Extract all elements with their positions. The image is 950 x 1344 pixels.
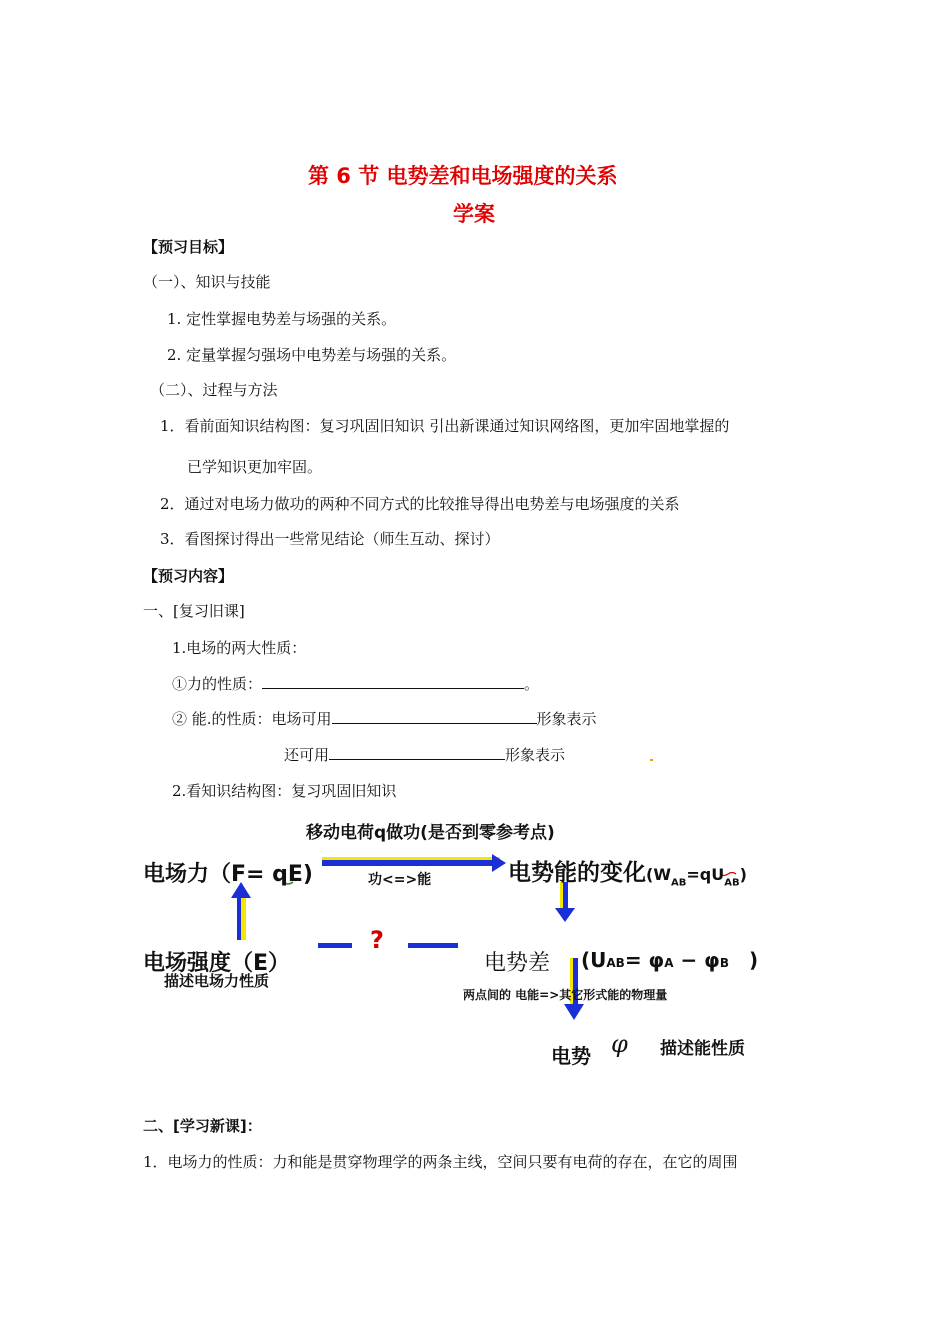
goals-item3-line2: 已学知识更加牢固。	[187, 458, 323, 476]
goals-heading: 【预习目标】	[143, 238, 234, 256]
diagram-phi: φ	[611, 1030, 628, 1058]
goals-item4: 2．通过对电场力做功的两种不同方式的比较推导得出电势差与电场强度的关系	[160, 495, 680, 513]
new-lesson-p1: 1．电场力的性质：力和能是贯穿物理学的两条主线，空间只要有电荷的存在，在它的周围	[143, 1153, 738, 1171]
diagram-pd-desc: 两点间的 电能=>其它形式能的物理量	[463, 988, 668, 1002]
diagram-top-label: 移动电荷q做功(是否到零参考点)	[306, 823, 555, 843]
diagram-potential: 电势	[551, 1044, 591, 1068]
goals-sub2: （二）、过程与方法	[150, 381, 278, 399]
question-1c: 还可用 形象表示	[284, 746, 566, 764]
new-lesson-heading: 二、[学习新课]：	[143, 1117, 262, 1135]
goals-item3-line1: 1．看前面知识结构图：复习巩固旧知识 引出新课通过知识网络图，更加牢固地掌握的	[160, 417, 730, 435]
goals-item5: 3．看图探讨得出一些常见结论（师生互动、探讨）	[160, 530, 500, 548]
diagram-pe-change: 电势能的变化$(W_{AB}=qU_{AB})$	[508, 860, 747, 889]
question-1b: ② 能.的性质：电场可用 形象表示	[172, 710, 597, 728]
diagram-field: 电场强度（E）	[143, 951, 291, 976]
diagram-potential-desc: 描述能性质	[660, 1039, 745, 1059]
question-1a: ①力的性质： 。	[172, 675, 540, 693]
arrow-field-to-force	[231, 882, 251, 940]
goals-item2: 2. 定量掌握匀强场中电势差与场强的关系。	[167, 346, 457, 364]
goals-sub1: （一）、知识与技能	[143, 273, 271, 291]
diagram-work-energy: 功<=>能	[368, 872, 432, 888]
page-title: 第 6 节 电势差和电场强度的关系	[308, 164, 618, 188]
diagram-force: 电场力（F= qE)	[143, 862, 313, 887]
diagram-potential-diff: 电势差	[484, 951, 551, 976]
page-subtitle: 学案	[453, 202, 495, 226]
goals-item1: 1. 定性掌握电势差与场强的关系。	[167, 310, 397, 328]
content-heading: 【预习内容】	[143, 567, 234, 585]
diagram-field-desc: 描述电场力性质	[164, 972, 270, 990]
diagram-pd-formula: (UAB= φA − φB )	[581, 948, 759, 972]
relation-dashes	[318, 943, 458, 948]
question-2: 2.看知识结构图：复习巩固旧知识	[172, 782, 397, 800]
review-heading: 一、[复习旧课]	[143, 602, 245, 620]
diagram-question: ?	[370, 926, 384, 954]
question-1: 1.电场的两大性质：	[172, 639, 307, 657]
